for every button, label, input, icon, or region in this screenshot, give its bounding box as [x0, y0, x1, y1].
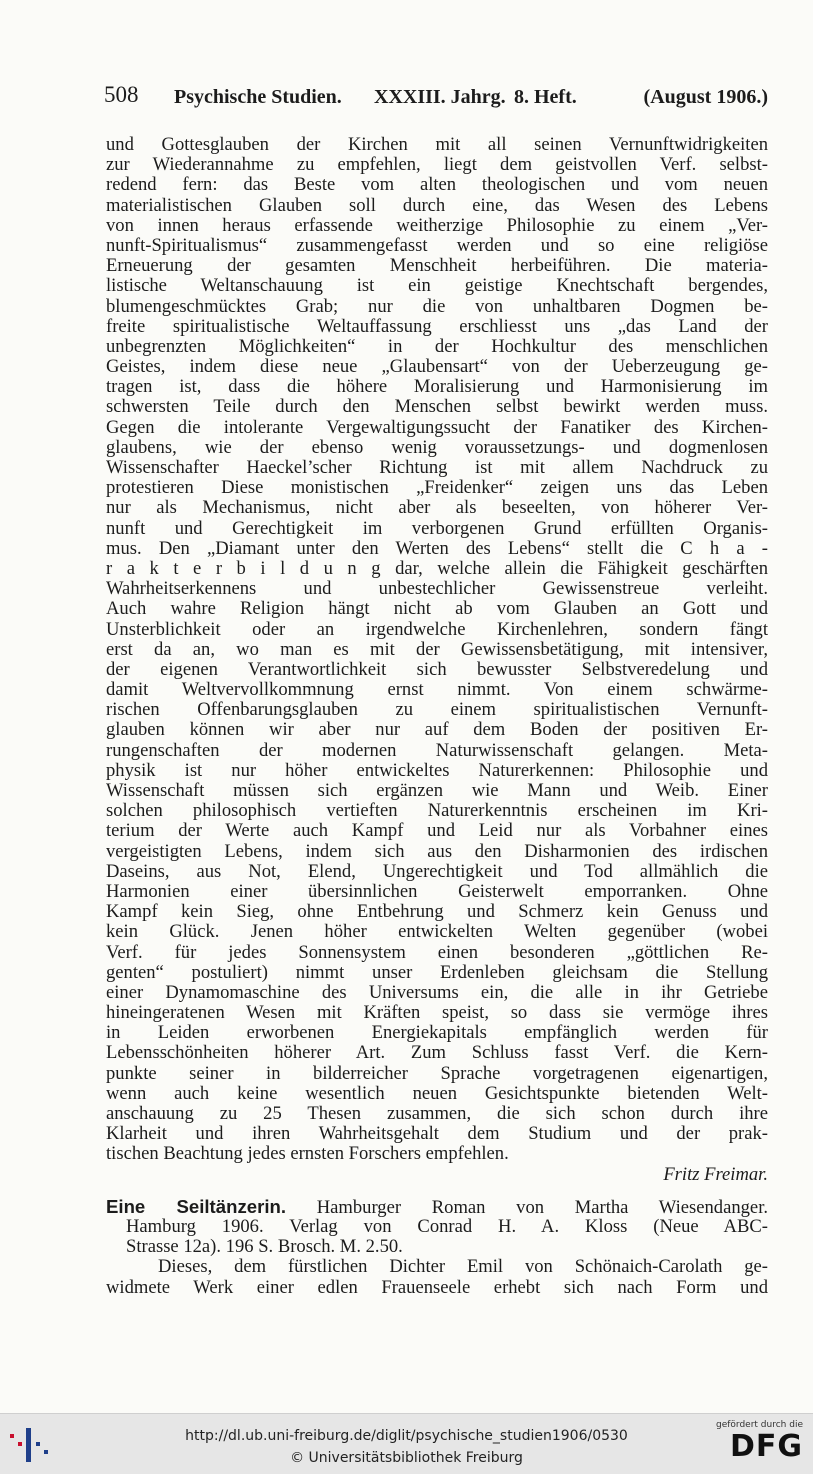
page-header [104, 82, 768, 116]
review-text-line: r a k t e r b i l d u n g dar, welche allein die Fähigkeit geschärften [106, 558, 768, 579]
review-text-line: Unsterblichkeit oder an irgendwelche Kirchenlehren, sondern fängt [106, 619, 768, 640]
review-text-line: freite spiritualistische Weltauffassung erschliesst uns „das Land der [106, 316, 768, 337]
review-text-line: Klarheit und ihren Wahrheitsgehalt dem Studium und der prak- [106, 1124, 768, 1145]
review-text-line: einer Dynamomaschine des Universums ein, die alle in ihr Getriebe [106, 982, 768, 1003]
review-text-line: Verf. für jedes Sonnensystem einen besonderen „göttlichen Re- [106, 942, 768, 963]
review-text-line: materialistischen Glauben soll durch eine, das Wesen des Lebens [106, 195, 768, 216]
funding-note: gefördert durch die [716, 1420, 803, 1430]
review-text-line: protestieren Diese monistischen „Freidenker“ zeigen uns das Leben [106, 478, 768, 499]
review-text-line: glauben können wir aber nur auf dem Boden der positiven Er- [106, 720, 768, 741]
review-text-line: terium der Werte auch Kampf und Leid nur als Vorbahner eines [106, 821, 768, 842]
review-text-line: erst da an, wo man es mit der Gewissensbetätigung, mit intensiver, [106, 639, 768, 660]
review-text-line: damit Weltvervollkommnung ernst nimmt. Von einem schwärme- [106, 680, 768, 701]
reviewer-signature: Fritz Freimar. [663, 1164, 768, 1185]
review-text-line: Daseins, aus Not, Elend, Ungerechtigkeit und Tod allmählich die [106, 861, 768, 882]
review-text-line: Wissenschafter Haeckel’scher Richtung ist mit allem Nachdruck zu [106, 458, 768, 478]
review-text-line: Harmonien einer übersinnlichen Geisterwelt emporranken. Ohne [106, 881, 768, 902]
review-title: Eine Seiltänzerin. [106, 1196, 287, 1217]
running-title: Psychische Studien. [174, 86, 342, 108]
review-text-line: unbegrenzten Möglichkeiten“ in der Hochkultur des menschlichen [106, 336, 768, 357]
review-text-line: kein Glück. Jenen höher entwickelten Welten gegenüber (wobei [106, 922, 768, 943]
review-text-line: Auch wahre Religion hängt nicht ab vom Glauben an Gott und [106, 599, 768, 620]
review-text-line: wenn auch keine wesentlich neuen Gesichtspunkte bietenden Welt- [106, 1083, 768, 1104]
review-text-line: tragen ist, dass die höhere Moralisierung und Harmonisierung im [106, 377, 768, 398]
review-text-line: rungenschaften der modernen Naturwissenschaft gelangen. Meta- [106, 740, 768, 761]
review-text-line: Gegen die intolerante Vergewaltigungssucht der Fanatiker des Kirchen- [106, 417, 768, 438]
review-text-line: anschauung zu 25 Thesen zusammen, die sich schon durch ihre [106, 1104, 768, 1124]
dfg-logo-text: DFG [729, 1429, 803, 1464]
review-heading-line [106, 1197, 768, 1217]
review-text-line: vergeistigten Lebens, indem sich aus den Disharmonien des irdischen [106, 841, 768, 862]
review-text-line: Wissenschaft müssen sich ergänzen wie Mann und Weib. Einer [106, 781, 768, 801]
review-text-line: rischen Offenbarungsglauben zu einem spiritualistischen Vernunft- [106, 700, 768, 721]
review-text-line: von innen heraus erfassende weitherzige Philosophie zu einem „Ver- [106, 215, 768, 236]
review-text-line: in Leiden erworbenen Energiekapitals empfänglich werden für [106, 1023, 768, 1044]
bibliographic-line: Strasse 12a). 196 S. Brosch. M. 2.50. [126, 1237, 403, 1258]
review-text-line: Dieses, dem fürstlichen Dichter Emil von Schönaich-Carolath ge- [158, 1257, 768, 1278]
review-text-line: zur Wiederannahme zu empfehlen, liegt dem geistvollen Verf. selbst- [106, 155, 768, 176]
review-text-line: hineingeratenen Wesen mit Kräften speist, so dass sie vermöge ihres [106, 1003, 768, 1024]
issue-date: (August 1906.) [643, 86, 768, 108]
review-text-line: Geistes, indem diese neue „Glaubensart“ von der Ueberzeugung ge- [106, 357, 768, 378]
page-number: 508 [104, 82, 139, 107]
review-text-line: blumengeschmücktes Grab; nur die von unhaltbaren Dogmen be- [106, 296, 768, 317]
volume: XXXIII. Jahrg. [374, 86, 506, 108]
dfg-logo [711, 1420, 803, 1470]
permalink-url[interactable]: http://dl.ub.uni-freiburg.de/diglit/psychische_studien1906/0530 [185, 1428, 628, 1444]
page-body [106, 135, 768, 1298]
copyright-notice: © Universitätsbibliothek Freiburg [290, 1450, 523, 1466]
review-text-line: nunft und Gerechtigkeit im verborgenen Grund erfüllten Organis- [106, 518, 768, 539]
review-text-line: genten“ postuliert) nimmt unser Erdenleben gleichsam die Stellung [106, 962, 768, 983]
review-text-line: solchen philosophisch vertieften Naturerkenntnis erscheinen im Kri- [106, 801, 768, 822]
review-text-line: nur als Mechanismus, nicht aber als beseelten, von höherer Ver- [106, 498, 768, 519]
review-text [106, 135, 768, 1165]
review-text-line: listische Weltanschauung ist ein geistige Knechtschaft bergendes, [106, 276, 768, 297]
review-text-line: punkte seiner in bilderreicher Sprache vorgetragenen eigenartigen, [106, 1063, 768, 1084]
bibliographic-line: Hamburg 1906. Verlag von Conrad H. A. Kloss (Neue ABC- [126, 1216, 768, 1237]
review-text-line: mus. Den „Diamant unter den Werten des Lebens“ stellt die C h a - [106, 538, 768, 559]
review-text-line: Erneuerung der gesamten Menschheit herbeiführen. Die materia- [106, 256, 768, 277]
review-text-line: tischen Beachtung jedes ernsten Forschers empfehlen. [106, 1144, 509, 1165]
review-text-line: der eigenen Verantwortlichkeit sich bewusster Selbstveredelung und [106, 659, 768, 680]
review-text-line: Wahrheitserkennens und unbestechlicher Gewissenstreue verleiht. [106, 579, 768, 600]
review-text-line: schwersten Teile durch den Menschen selbst bewirkt werden muss. [106, 397, 768, 418]
review-text-line: physik ist nur höher entwickeltes Naturerkennen: Philosophie und [106, 760, 768, 781]
review-text-line: redend fern: das Beste vom alten theologischen und vom neuen [106, 175, 768, 196]
review-text-line: Lebensschönheiten höherer Art. Zum Schluss fasst Verf. die Kern- [106, 1043, 768, 1064]
review-text-line: Kampf kein Sieg, ohne Entbehrung und Schmerz kein Genuss und [106, 902, 768, 923]
review-text-line: glaubens, wie der ebenso wenig voraussetzungs- und dogmenlosen [106, 437, 768, 458]
review-text-line: widmete Werk einer edlen Frauenseele erhebt sich nach Form und [106, 1277, 768, 1298]
issue: 8. Heft. [514, 86, 577, 108]
review-text-line: nunft-Spiritualismus“ zusammengefasst werden und so eine religiöse [106, 235, 768, 256]
viewer-footer [0, 1413, 813, 1474]
review-entry [106, 1197, 768, 1298]
review-text-line: und Gottesglauben der Kirchen mit all seinen Vernunftwidrigkeiten [106, 135, 768, 155]
review-title-rest: Hamburger Roman von Martha Wiesendanger. [316, 1196, 768, 1217]
